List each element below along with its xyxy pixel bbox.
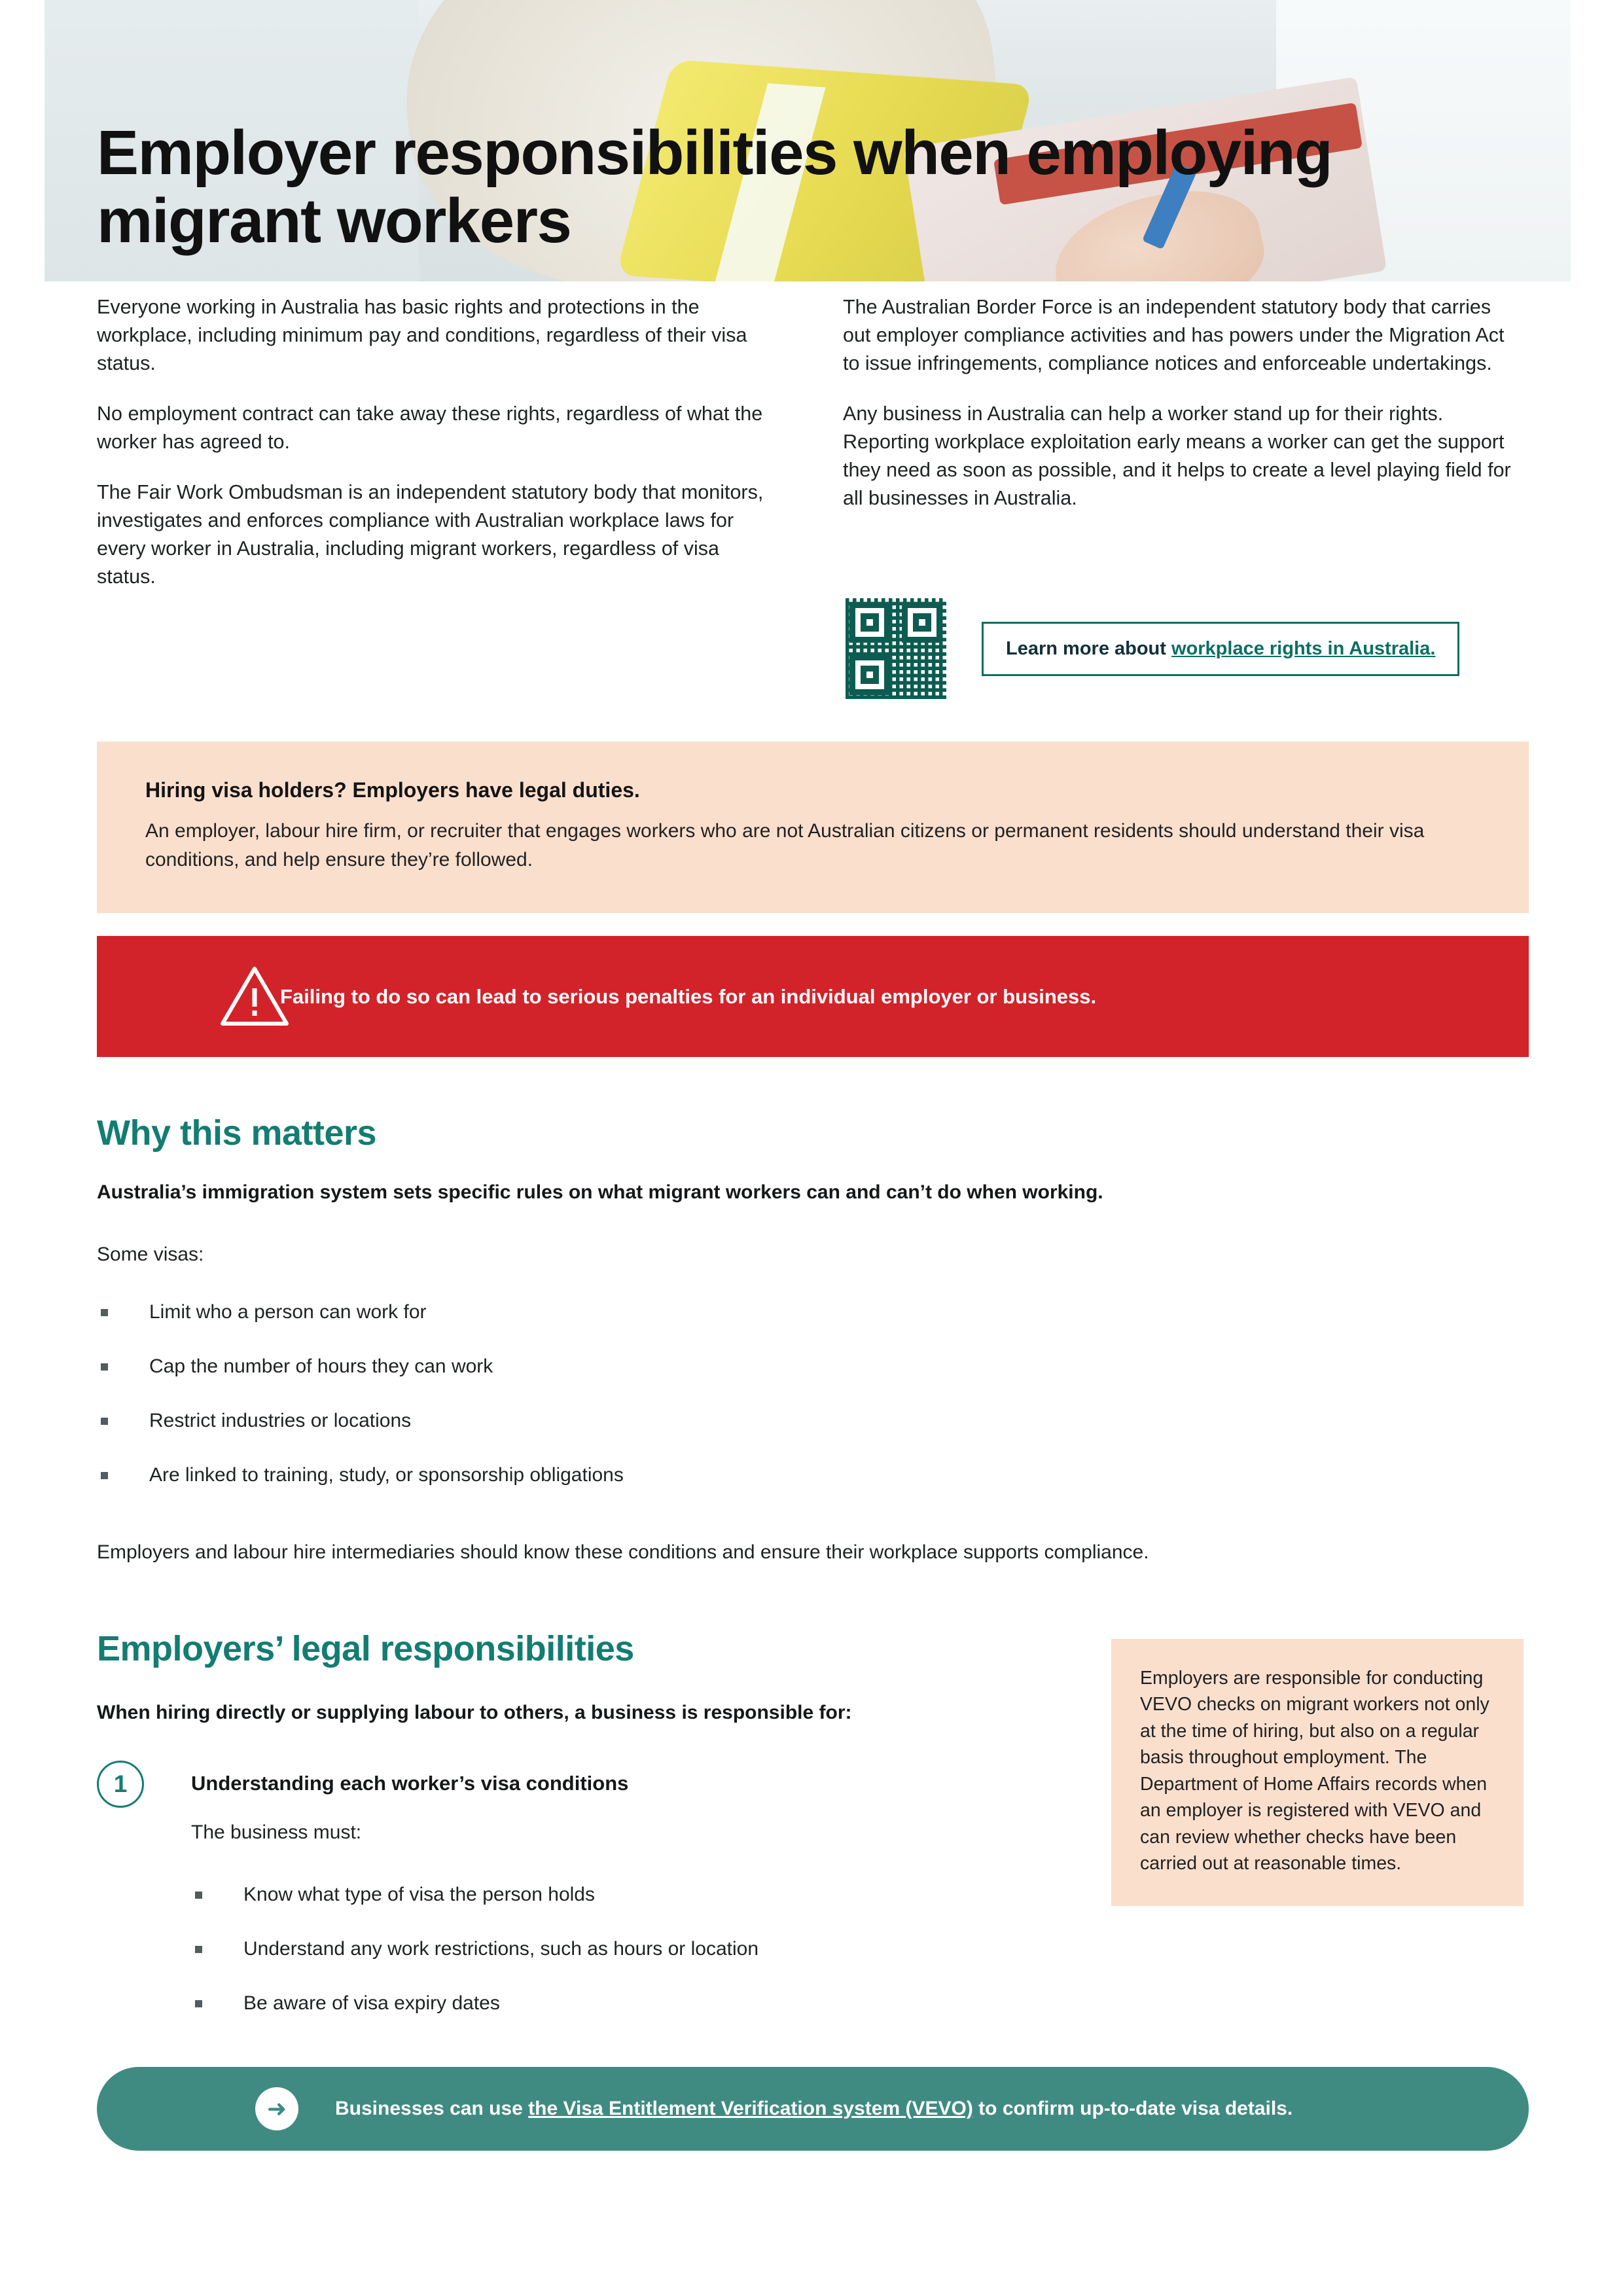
list-item: Cap the number of hours they can work	[97, 1354, 1340, 1379]
why-closing-text: Employers and labour hire intermediaries should know these conditions and ensure their workplace supports compliance.	[97, 1541, 1149, 1563]
intro-paragraph: Everyone working in Australia has basic rights and protections in the workplace, including minimum pay and conditions, regardless of their visa status.	[97, 296, 747, 374]
page-title: Employer responsibilities when employing migrant workers	[97, 118, 1332, 256]
pill-text	[335, 2098, 1293, 2120]
responsibilities-lead: When hiring directly or supplying labour to others, a business is responsible for:	[97, 1702, 852, 1723]
intro-paragraph: The Fair Work Ombudsman is an independent statutory body that monitors, investigates and enforces compliance with Australian workplace laws for every worker in Australia, including migrant workers, regardless of visa status.	[97, 481, 764, 588]
vevo-pill-banner[interactable]	[97, 2067, 1529, 2151]
list-item: Are linked to training, study, or sponsorship obligations	[97, 1462, 1340, 1488]
legal-duties-callout	[97, 742, 1529, 913]
workplace-rights-link[interactable]: workplace rights in Australia.	[1171, 637, 1436, 659]
intro-paragraph: The Australian Border Force is an independent statutory body that carries out employer compliance activities and has powers under the Migration Act to issue infringements, compliance notices and enforceable undertakings.	[843, 296, 1505, 374]
pill-prefix: Businesses can use	[335, 2098, 529, 2119]
vevo-side-note: Employers are responsible for conducting VEVO checks on migrant workers not only at the time of hiring, but also on a regular basis throughout employment. The Department of Home Affairs records when an employer is registered with VEVO and can review whether checks have been carried out at reasonable times.	[1111, 1639, 1524, 1906]
callout-text: An employer, labour hire firm, or recruiter that engages workers who are not Australian citizens or permanent residents should understand their visa conditions, and help ensure they’re followed.	[145, 820, 1425, 870]
step-sub-text: The business must:	[191, 1821, 362, 1843]
learn-more-row	[843, 596, 1459, 702]
pill-suffix: to confirm up-to-date visa details.	[972, 2098, 1293, 2119]
learn-more-box[interactable]	[982, 622, 1459, 676]
list-item: Limit who a person can work for	[97, 1299, 1340, 1325]
why-bullet-list	[97, 1299, 1340, 1516]
section-heading-employers-legal-responsibilities: Employers’ legal responsibilities	[97, 1629, 634, 1668]
intro-column-left	[97, 293, 771, 613]
qr-code-icon[interactable]	[843, 596, 949, 702]
step-number-badge: 1	[97, 1761, 144, 1808]
why-sub-lead: Some visas:	[97, 1244, 204, 1265]
step-bullet-list	[191, 1882, 1042, 2045]
warning-text: Failing to do so can lead to serious penalties for an individual employer or business.	[280, 984, 1097, 1008]
list-item: Restrict industries or locations	[97, 1408, 1340, 1433]
list-item: Be aware of visa expiry dates	[191, 1990, 1042, 2016]
intro-column-right	[843, 293, 1524, 535]
step-title: Understanding each worker’s visa conditions	[191, 1772, 629, 1795]
intro-paragraph: Any business in Australia can help a worker stand up for their rights. Reporting workplace exploitation early means a worker can get the support they need as soon as possible, and it helps to create a level playing field for all businesses in Australia.	[843, 403, 1511, 509]
vevo-link[interactable]: the Visa Entitlement Verification system (VEVO)	[528, 2098, 973, 2119]
callout-heading: Hiring visa holders? Employers have legal duties.	[145, 778, 640, 802]
list-item: Know what type of visa the person holds	[191, 1882, 1042, 1907]
warning-triangle-icon	[219, 965, 291, 1028]
arrow-right-icon: ➜	[255, 2087, 298, 2130]
section-heading-why-this-matters: Why this matters	[97, 1113, 377, 1153]
list-item: Understand any work restrictions, such as hours or location	[191, 1936, 1042, 1962]
penalties-warning-banner	[97, 936, 1529, 1057]
why-lead-text: Australia’s immigration system sets specific rules on what migrant workers can and can’t do when working.	[97, 1181, 1103, 1203]
intro-paragraph: No employment contract can take away these rights, regardless of what the worker has agreed to.	[97, 403, 763, 453]
learn-more-prefix: Learn more about	[1006, 637, 1171, 659]
